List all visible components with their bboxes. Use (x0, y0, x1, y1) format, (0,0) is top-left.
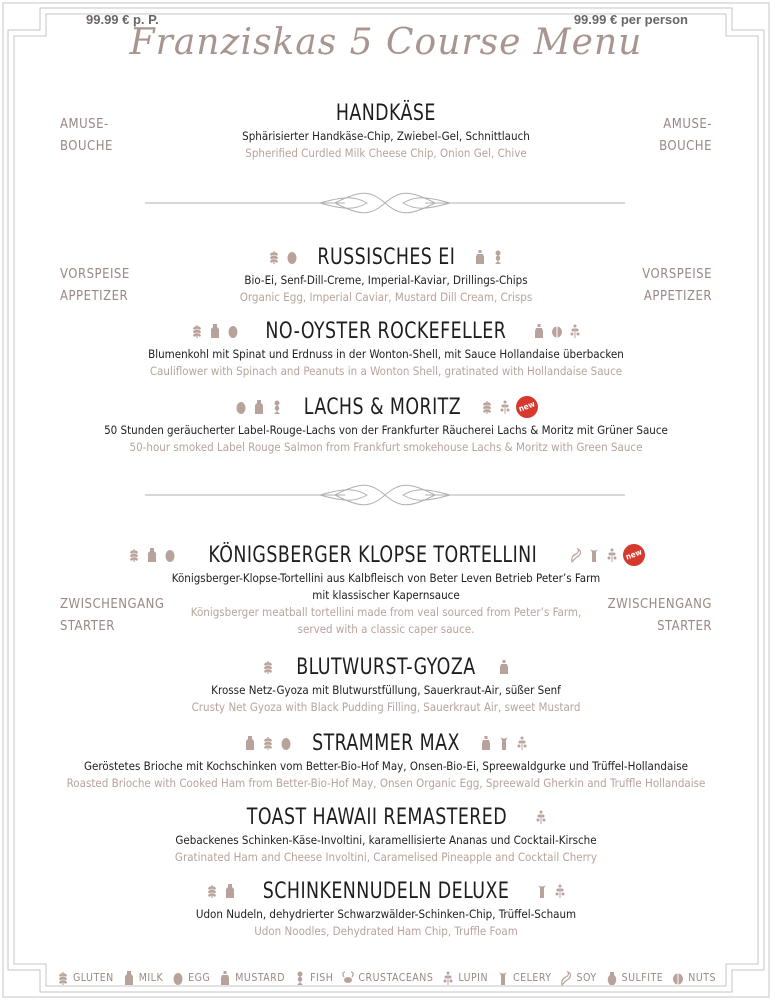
dish-description-en: Spherified Curdled Milk Cheese Chip, Onion Gel, Chive (245, 146, 527, 160)
milk-icon (252, 399, 266, 415)
soy-icon (559, 970, 573, 986)
milk-icon (145, 547, 159, 563)
course-koenigsberger-klopse-tortellini (0, 540, 772, 638)
dish-description-de: Gebackenes Schinken-Käse-Involtini, karamellisierte Ananas und Cocktail-Kirsche (175, 833, 597, 847)
legend-lupin: LUPIN (441, 970, 488, 986)
dish-name: NO-OYSTER ROCKEFELLER (265, 318, 507, 344)
dish-description-de: Königsberger-Klopse-Tortellini aus Kalbfleisch von Beter Leven Betrieb Peter’s Farm (171, 571, 601, 585)
dish-description-en: Cauliflower with Spinach and Peanuts in a Wonton Shell, gratinated with Hollandaise Sauce (149, 364, 623, 378)
dish-description-en: Gratinated Ham and Cheese Involtini, Caramelised Pineapple and Cocktail Cherry (174, 850, 598, 864)
dish-description-en: Organic Egg, Imperial Caviar, Mustard Dill Cream, Crisps (239, 290, 533, 304)
egg-icon (285, 249, 299, 265)
crustaceans-icon (341, 970, 355, 986)
dish-description-de: Udon Nudeln, dehydrierter Schwarzwälder-Schinken-Chip, Trüffel-Schaum (195, 907, 577, 921)
mustard-icon (479, 735, 493, 751)
course-blutwurst-gyoza (0, 652, 772, 716)
milk-icon (243, 735, 257, 751)
course-lachs-moritz (0, 392, 772, 456)
dish-description-en: Crusty Net Gyoza with Black Pudding Filling, Sauerkraut Air, sweet Mustard (191, 700, 581, 714)
dish-name: BLUTWURST-GYOZA (296, 654, 476, 680)
gluten-icon (127, 547, 141, 563)
course-no-oyster-rockefeller (0, 316, 772, 380)
mustard-icon (218, 970, 232, 986)
lupin-icon (553, 883, 567, 899)
gluten-icon (56, 970, 70, 986)
egg-icon (279, 735, 293, 751)
celery-icon (496, 970, 510, 986)
price-right: 99.99 € per person (573, 12, 688, 27)
dish-description-de: Sphärisierter Handkäse-Chip, Zwiebel-Gel, Schnittlauch (242, 129, 530, 143)
dish-description-de: Geröstetes Brioche mit Kochschinken vom Better-Bio-Hof May, Onsen-Bio-Ei, Spreewaldgurke und Trüffel-Hollandaise (84, 759, 688, 773)
legend-sulfite: SULFITE (605, 970, 664, 986)
dish-name: STRAMMER MAX (312, 730, 460, 756)
milk-icon (223, 883, 237, 899)
soy-icon (569, 547, 583, 563)
mustard-icon (473, 249, 487, 265)
gluten-icon (190, 323, 204, 339)
new-badge: new (513, 393, 541, 421)
course-russisches-ei (0, 242, 772, 306)
section-label-appetizer-left: VORSPEISE APPETIZER (60, 267, 130, 304)
legend-celery: CELERY (496, 970, 551, 986)
course-handkaese (0, 98, 772, 162)
dish-name: RUSSISCHES EI (317, 244, 455, 270)
nuts-icon (550, 323, 564, 339)
celery-icon (535, 883, 549, 899)
egg-icon (226, 323, 240, 339)
section-label-starter-right: ZWISCHENGANG STARTER (607, 597, 712, 634)
gluten-icon (261, 735, 275, 751)
lupin-icon (515, 735, 529, 751)
menu-title: Franziskas 5 Course Menu (129, 22, 643, 63)
fish-icon (293, 970, 307, 986)
course-schinkennudeln-deluxe (0, 876, 772, 940)
lupin-icon (568, 323, 582, 339)
celery-icon (497, 735, 511, 751)
lupin-icon (605, 547, 619, 563)
gluten-icon (205, 883, 219, 899)
sulfite-icon (605, 970, 619, 986)
dish-description-en: Königsberger meatball tortellini made from veal sourced from Peter’s Farm, (190, 605, 582, 619)
lupin-icon (498, 399, 512, 415)
gluten-icon (480, 399, 494, 415)
dish-name: SCHINKENNUDELN DELUXE (262, 878, 510, 904)
section-label-appetizer-right: VORSPEISE APPETIZER (642, 267, 712, 304)
fish-icon (270, 399, 284, 415)
dish-name: TOAST HAWAII REMASTERED (246, 804, 508, 830)
nuts-icon (671, 970, 685, 986)
new-badge: new (620, 541, 648, 569)
dish-description-de-line2: mit klassischer Kapernsauce (312, 588, 460, 602)
legend-mustard: MUSTARD (218, 970, 285, 986)
gluten-icon (261, 659, 275, 675)
dish-name: LACHS & MORITZ (303, 394, 461, 420)
lupin-icon (534, 809, 548, 825)
legend-milk: MILK (122, 970, 163, 986)
course-strammer-max (0, 728, 772, 792)
price-left: 99.99 € p. P. (86, 12, 159, 27)
dish-description-en: 50-hour smoked Label Rouge Salmon from Frankfurt smokehouse Lachs & Moritz with Green Sauce (129, 440, 643, 454)
legend-crustaceans: CRUSTACEANS (341, 970, 433, 986)
dish-description-en: Udon Noodles, Dehydrated Ham Chip, Truffle Foam (254, 924, 518, 938)
ornamental-divider (145, 188, 625, 218)
milk-icon (122, 970, 136, 986)
mustard-icon (532, 323, 546, 339)
legend-nuts: NUTS (671, 970, 716, 986)
egg-icon (234, 399, 248, 415)
legend-soy: SOY (559, 970, 596, 986)
allergen-legend (0, 970, 772, 986)
dish-description-de: Bio-Ei, Senf-Dill-Creme, Imperial-Kaviar, Drillings-Chips (244, 273, 528, 287)
legend-egg: EGG (171, 970, 210, 986)
dish-description-de: 50 Stunden geräucherter Label-Rouge-Lachs von der Frankfurter Räucherei Lachs & Moritz mit Grüner Sauce (104, 423, 668, 437)
gluten-icon (267, 249, 281, 265)
mustard-icon (497, 659, 511, 675)
legend-gluten: GLUTEN (56, 970, 114, 986)
dish-description-de: Krosse Netz-Gyoza mit Blutwurstfüllung, Sauerkraut-Air, süßer Senf (211, 683, 561, 697)
celery-icon (587, 547, 601, 563)
dish-description-en: Roasted Brioche with Cooked Ham from Better-Bio-Hof May, Onsen Organic Egg, Spreewald Gherkin and Truffle Hollandaise (66, 776, 706, 790)
dish-name: KÖNIGSBERGER KLOPSE TORTELLINI (208, 542, 538, 568)
legend-fish: FISH (293, 970, 333, 986)
fish-icon (491, 249, 505, 265)
dish-description-en-line2: served with a classic caper sauce. (297, 622, 475, 636)
course-toast-hawaii-remastered (0, 802, 772, 866)
dish-name: HANDKÄSE (335, 100, 437, 126)
milk-icon (208, 323, 222, 339)
section-label-amuse-left: AMUSE- BOUCHE (60, 117, 113, 154)
ornamental-divider (145, 480, 625, 510)
egg-icon (171, 970, 185, 986)
section-label-starter-left: ZWISCHENGANG STARTER (60, 597, 165, 634)
lupin-icon (441, 970, 455, 986)
section-label-amuse-right: AMUSE- BOUCHE (659, 117, 712, 154)
dish-description-de: Blumenkohl mit Spinat und Erdnuss in der Wonton-Shell, mit Sauce Hollandaise überbacken (148, 347, 624, 361)
egg-icon (163, 547, 177, 563)
